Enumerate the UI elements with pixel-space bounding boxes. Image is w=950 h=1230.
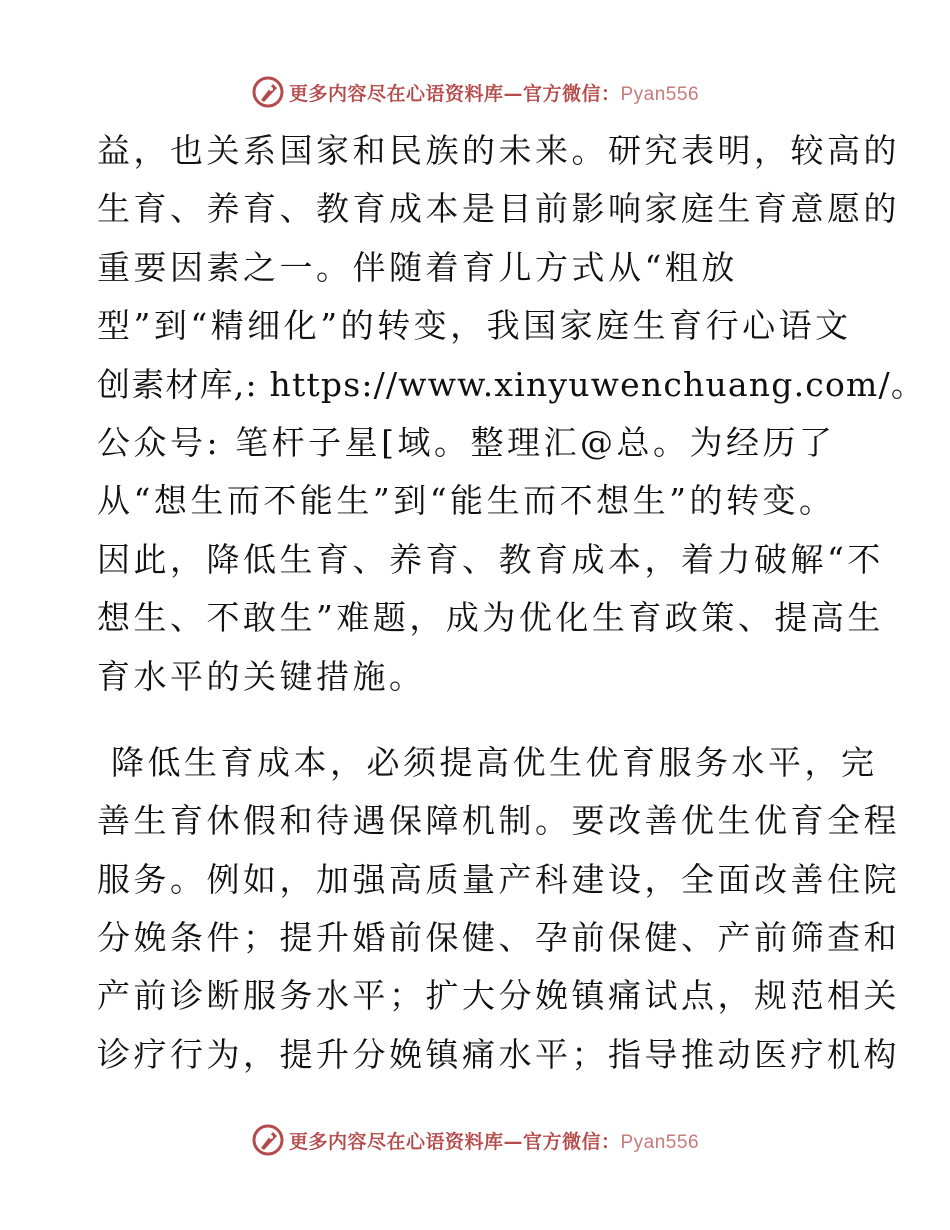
paragraph: [97, 734, 900, 1084]
text-line: 生育、养育、教育成本是目前影响家庭生育意愿的: [97, 189, 900, 229]
text-line: 降低生育成本，必须提高优生优育服务水平，完: [97, 742, 878, 782]
text-line: 诊疗行为，提升分娩镇痛水平；指导推动医疗机构: [97, 1034, 900, 1074]
banner-wechat-id: Pyan556: [620, 1131, 700, 1153]
text-line: 产前诊断服务水平；扩大分娩镇痛试点，规范相关: [97, 976, 900, 1016]
header-banner: [0, 72, 950, 112]
text-line: 创素材库,: https://www.xinyuwenchuang.com/。: [97, 364, 926, 404]
banner-wechat-id: Pyan556: [620, 83, 700, 105]
banner-brand: 更多内容尽在心语资料库: [288, 1130, 504, 1153]
banner-brand: 更多内容尽在心语资料库: [288, 82, 504, 105]
pen-nib-logo-icon: [251, 1123, 285, 1157]
document-body: [97, 122, 926, 1084]
paragraph-gap: [97, 706, 857, 734]
text-line: 益，也关系国家和民族的未来。研究表明，较高的: [97, 131, 900, 170]
text-line: 分娩条件；提升婚前保健、孕前保健、产前筛查和: [97, 918, 900, 958]
text-line: 想生、不敢生”难题，成为优化生育政策、提高生: [97, 598, 884, 638]
text-line: 公众号: 笔杆子星[域。整理汇@总。为经历了: [97, 422, 836, 462]
paragraph: [97, 122, 926, 706]
banner-text: [289, 1127, 699, 1154]
text-line: 善生育休假和待遇保障机制。要改善优生优育全程: [97, 801, 900, 841]
banner-wechat-label: 官方微信：: [522, 82, 621, 105]
banner-text: [289, 79, 699, 106]
footer-banner: [0, 1120, 950, 1160]
text-line: 服务。例如，加强高质量产科建设，全面改善住院: [97, 859, 900, 899]
banner-wechat-label: 官方微信：: [522, 1130, 621, 1153]
text-line: 育水平的关键措施。: [97, 656, 426, 696]
pen-nib-logo-icon: [251, 75, 285, 109]
text-line: 从“想生而不能生”到“能生而不想生”的转变。: [97, 481, 836, 521]
banner-dash: —: [503, 1130, 523, 1153]
banner-dash: —: [503, 82, 523, 105]
text-line: 型”到“精细化”的转变，我国家庭生育行心语文: [97, 306, 852, 346]
text-line: 重要因素之一。伴随着育儿方式从“粗放: [97, 247, 738, 287]
text-line: 因此，降低生育、养育、教育成本，着力破解“不: [97, 539, 884, 579]
